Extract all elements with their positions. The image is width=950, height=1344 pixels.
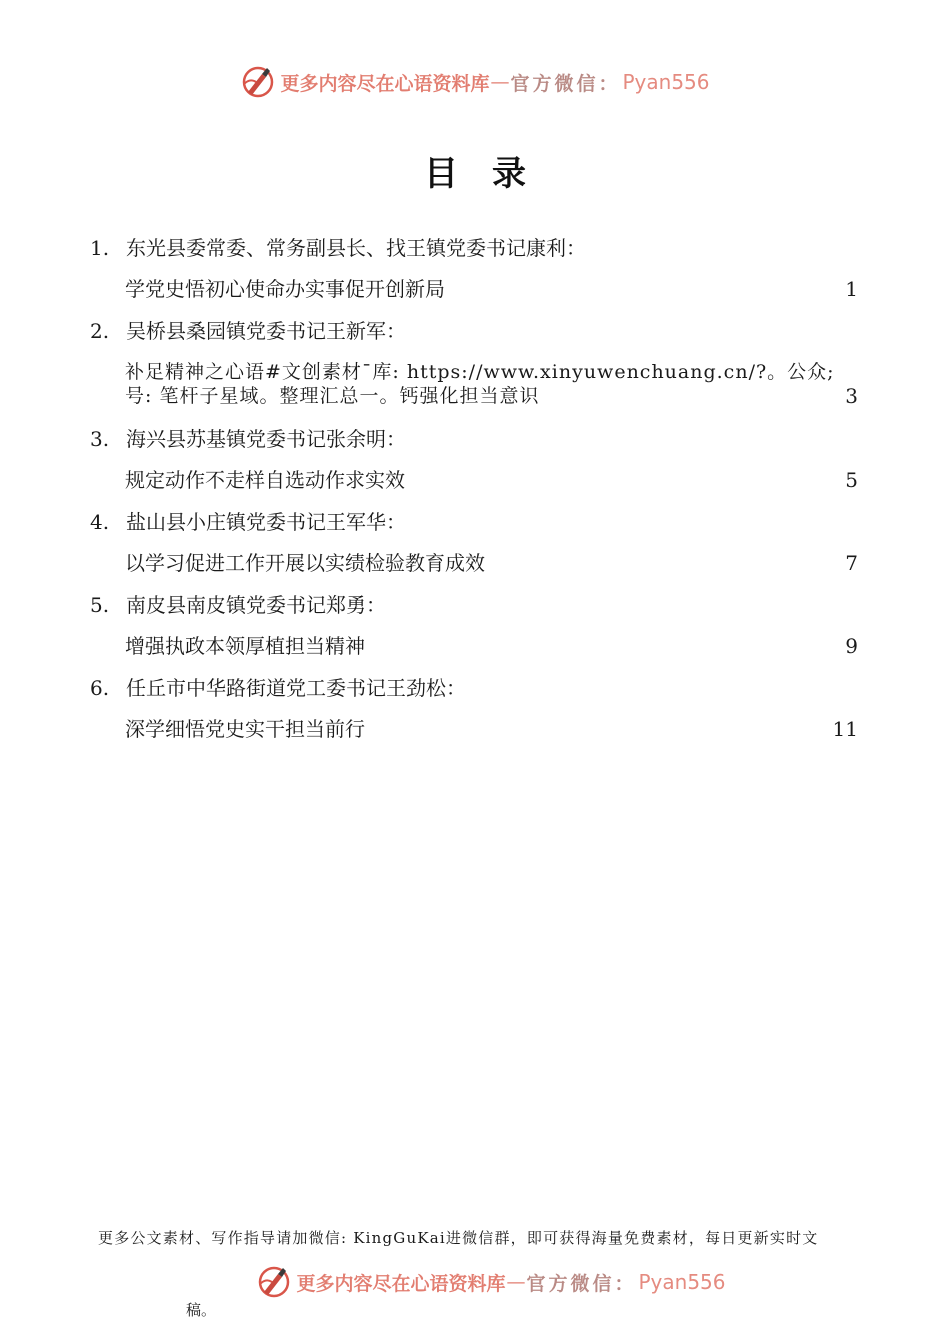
banner-wechat-label: 官方微信： [510, 72, 621, 95]
toc-entry-number: 4. [90, 510, 110, 534]
toc-entry-page: 9 [845, 634, 858, 658]
pen-logo-icon [256, 1264, 292, 1300]
toc-entry-subtitle: 学党史悟初心使命办实事促开创新局 [125, 277, 445, 301]
toc-entry-heading: 南皮县南皮镇党委书记郑勇： [126, 593, 386, 617]
toc-entry-number: 2. [90, 319, 110, 343]
toc-entry-heading: 盐山县小庄镇党委书记王军华： [126, 510, 406, 534]
footer-note: 更多公文素材、写作指导请加微信: KingGuKai进微信群，即可获得海量免费素材，每日更新实时文 [98, 1229, 819, 1247]
toc-entry-heading: 东光县委常委、常务副县长、找王镇党委书记康利： [126, 236, 586, 260]
toc-entry-page: 3 [845, 384, 858, 408]
toc-entry-subtitle: 增强执政本领厚植担当精神 [125, 634, 365, 658]
banner-wechat-id: Pyan556 [622, 70, 710, 94]
watermark-banner-top [0, 62, 950, 102]
toc-entry-heading: 任丘市中华路街道党工委书记王劲松： [126, 676, 466, 700]
toc-entry-page: 5 [845, 468, 858, 492]
pen-logo-icon [240, 64, 276, 100]
footer-note-tail: 稿。 [186, 1301, 217, 1319]
toc-entry-heading: 海兴县苏基镇党委书记张余明： [126, 427, 406, 451]
toc-entry-page: 7 [845, 551, 858, 575]
toc-entry-number: 6. [90, 676, 110, 700]
toc-entry-number: 5. [90, 593, 110, 617]
banner-text: 更多内容尽在心语资料库 [280, 72, 490, 95]
toc-entry-number: 1. [90, 236, 110, 260]
banner-text: 更多内容尽在心语资料库 [296, 1272, 506, 1295]
toc-entry-subtitle: 规定动作不走样自选动作求实效 [125, 468, 405, 492]
banner-wechat-id: Pyan556 [638, 1270, 726, 1294]
watermark-banner-bottom [0, 1262, 950, 1302]
toc-entry-heading: 吴桥县桑园镇党委书记王新军： [126, 319, 406, 343]
toc-entry-number: 3. [90, 427, 110, 451]
toc-entry-page: 11 [832, 717, 858, 741]
toc-title: 目录 [424, 154, 560, 194]
banner-dash: — [506, 1271, 526, 1293]
toc-entry-page: 1 [845, 277, 858, 301]
banner-wechat-label: 官方微信： [526, 1272, 637, 1295]
banner-dash: — [490, 71, 510, 93]
toc-entry-subtitle: 深学细悟党史实干担当前行 [125, 717, 365, 741]
toc-entry-subtitle: 补足精神之心语#文创素材¯库: https://www.xinyuwenchuang.cn/?。公众;号: 笔杆子星域。整理汇总一。钙强化担当意识 [125, 361, 835, 407]
toc-entry-subtitle: 以学习促进工作开展以实绩检验教育成效 [125, 551, 485, 575]
